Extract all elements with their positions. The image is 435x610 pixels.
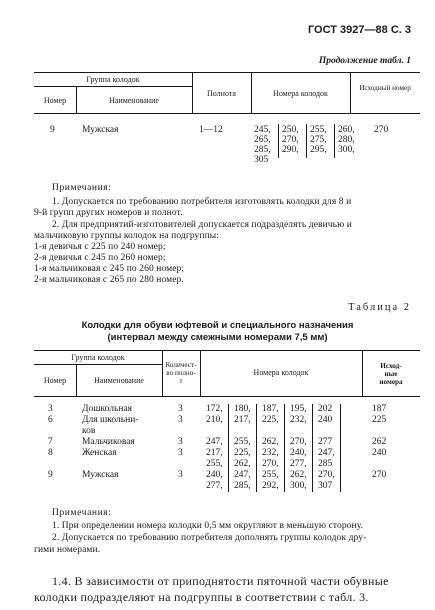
notes1-line: 1-я девичья с 225 по 240 номер; (34, 242, 166, 252)
table1-header-base: Исходный номер (359, 84, 411, 92)
table2-cell-n4: 232, (290, 415, 307, 425)
table2-label: Таблица 2 (348, 302, 411, 313)
table1-numbers-col1 (254, 125, 271, 165)
table2-cell-n3: 292, (262, 481, 279, 491)
table2-cell-qty: 3 (178, 415, 183, 425)
table2-header-base (363, 362, 419, 386)
table2-number-divider (340, 404, 341, 492)
table2-cell-n4: 270, (290, 437, 307, 447)
table1-numbers-col3 (310, 125, 327, 155)
table2-cell-n5: 277 (318, 437, 333, 447)
table2-cell-n1: 277, (206, 481, 223, 491)
table2-cell-name: Мальчиковая (82, 437, 135, 447)
table2-cell-n3: 232, (262, 448, 279, 458)
number-cell: 250, (282, 125, 299, 135)
table2-cell-n3: 225, (262, 415, 279, 425)
table2-cell-n1: 240, (206, 470, 223, 480)
notes2-line: 2. Допускается по требованию потребителя дополнять группы колодок дру- (52, 533, 367, 543)
table1-continuation-title: Продолжение табл. 1 (318, 56, 411, 66)
number-cell: 285, (254, 145, 271, 155)
number-cell: 265, (254, 135, 271, 145)
notes2-line: 1. При определении номера колодки 0,5 мм округляют в меньшую сторону. (52, 521, 364, 531)
number-cell: 275, (310, 135, 327, 145)
table2-cell-name: ков (82, 426, 96, 436)
table2-cell-n1: 247, (206, 437, 223, 447)
number-cell: 300, (338, 145, 355, 155)
table2-cell-n2: 225, (234, 448, 251, 458)
page-header: ГОСТ 3927—88 С. 3 (307, 24, 411, 36)
table2-cell-qty: 3 (178, 437, 183, 447)
table2-cell-number: 7 (48, 437, 53, 447)
table2-header-number: Номер (43, 376, 67, 385)
table1-number-divider (278, 124, 279, 158)
table2-cell-name: Мужская (82, 470, 119, 480)
table2-cell-n3: 262, (262, 437, 279, 447)
table2-cell-n1: 172, (206, 404, 223, 414)
table1-row-fullness: 1—12 (199, 125, 223, 135)
table2-number-divider (312, 404, 313, 492)
table2-cell-qty: 3 (178, 404, 183, 414)
table2-cell-n2: 262, (234, 459, 251, 469)
table2-cell-n5: 307 (318, 481, 333, 491)
notes1-line: 2. Для предприятий-изготовителей допускается подразделять девичью и (52, 220, 352, 230)
table1-header-fullness: Полнота (207, 89, 236, 98)
table2-number-divider (256, 404, 257, 492)
number-cell: 305 (254, 155, 269, 165)
table2-cell-n2: 255, (234, 437, 251, 447)
table2-cell-n4: 240, (290, 448, 307, 458)
table2-header-qty (162, 361, 200, 385)
notes1-line: мальчиковую группы колодок на подгруппы: (34, 231, 220, 241)
notes1-line: 2-я девичья с 245 по 260 номер; (34, 253, 166, 263)
table1-header-name: Наименование (109, 96, 159, 105)
notes2-title: Примечания: (52, 508, 112, 518)
table2-title-line1: Колодки для обуви юфтевой и специального назначения (81, 320, 354, 331)
table1-vline (350, 72, 351, 113)
table2-cell-n1: 217, (206, 448, 223, 458)
table2-number-divider (284, 404, 285, 492)
table2-number-divider (228, 404, 229, 492)
number-cell: 270, (282, 135, 299, 145)
table2-cell-n2: 217, (234, 415, 251, 425)
table2-header-group: Группа колодок (71, 353, 125, 362)
table2-cell-n5: 270, (318, 470, 335, 480)
table2-cell-n2: 285, (234, 481, 251, 491)
number-cell: 245, (254, 125, 271, 135)
table2-cell-qty: 3 (178, 448, 183, 458)
number-cell: 290, (282, 145, 299, 155)
notes1-line: 1-я мальчиковая с 245 по 260 номер; (34, 264, 185, 274)
table2-cell-base: 240 (372, 448, 387, 458)
header-line: ные (384, 370, 398, 378)
table2-cell-number: 8 (48, 448, 53, 458)
notes1-title: Примечания: (52, 183, 112, 193)
table1-top-rule (34, 72, 420, 73)
paragraph-line2: колодки подразделяют на подгруппы в соответствии с табл. 3. (34, 590, 369, 604)
notes2-line: гими номерами. (34, 545, 101, 555)
table1-group-rule (34, 86, 192, 87)
paragraph-line1: 1.4. В зависимости от приподнятости пяточной части обувные (52, 574, 389, 588)
header-line: номера (379, 378, 403, 386)
table2-cell-n5: 240 (318, 415, 333, 425)
header-line: во полно- (166, 369, 196, 377)
table1-numbers-col2 (282, 125, 299, 155)
table2-cell-n2: 247, (234, 470, 251, 480)
table1-header-rule (34, 113, 420, 114)
table2-cell-n4: 300, (290, 481, 307, 491)
table2-cell-number: 3 (48, 404, 53, 414)
table2-cell-qty: 3 (178, 470, 183, 480)
table2-cell-n3: 255, (262, 470, 279, 480)
table2-cell-base: 225 (372, 415, 387, 425)
table2-cell-number: 6 (48, 415, 53, 425)
table2-cell-n3: 270, (262, 459, 279, 469)
table1-number-divider (334, 124, 335, 158)
table2-cell-n5: 202 (318, 404, 333, 414)
table2-cell-n3: 187, (262, 404, 279, 414)
table2-cell-name: Женская (82, 448, 117, 458)
table2-cell-name: Для школьни- (82, 415, 139, 425)
table2-cell-name: Дошкольная (82, 404, 133, 414)
table2-title-line2: (интервал между смежными номерами 7,5 мм) (107, 332, 328, 343)
table2-cell-n2: 180, (234, 404, 251, 414)
notes1-line: 2-я мальчиковая с 265 по 280 номер. (34, 275, 184, 285)
header-line: Количест- (165, 361, 197, 369)
table1-row-number: 9 (50, 125, 55, 135)
header-line: Исход- (380, 362, 402, 370)
table2-group-rule (34, 364, 162, 365)
number-cell: 255, (310, 125, 327, 135)
number-cell: 280, (338, 135, 355, 145)
notes1-line: 9-й групп других номеров и полнот. (34, 208, 183, 218)
table1-header-group: Группа колодок (86, 75, 140, 84)
table2-cell-n5: 285 (318, 459, 333, 469)
table1-row-name: Мужская (82, 125, 119, 135)
number-cell: 260, (338, 125, 355, 135)
table2-cell-base: 187 (372, 404, 387, 414)
table1-header-number: Номер (43, 96, 67, 105)
table2-cell-n4: 277, (290, 459, 307, 469)
table2-header-name: Наименование (94, 376, 144, 385)
table2-cell-base: 262 (372, 437, 387, 447)
table2-cell-number: 9 (48, 470, 53, 480)
number-cell: 295, (310, 145, 327, 155)
table1-number-divider (306, 124, 307, 158)
table2-cell-n4: 195, (290, 404, 307, 414)
header-line: т (179, 377, 183, 385)
table2-cell-n4: 262, (290, 470, 307, 480)
table2-cell-base: 270 (372, 470, 387, 480)
table2-header-rule (34, 396, 420, 397)
table2-header-numbers: Номера колодок (253, 368, 309, 377)
table1-row-base: 270 (374, 125, 389, 135)
table2-cell-n5: 247, (318, 448, 335, 458)
notes1-line: 1. Допускается по требованию потребителя изготовлять колодки для 8 и (52, 197, 352, 207)
table2-cell-n1: 255, (206, 459, 223, 469)
table1-numbers-col4 (338, 125, 355, 155)
table2-cell-n1: 210, (206, 415, 223, 425)
table1-header-numbers: Номера колодок (273, 89, 328, 98)
